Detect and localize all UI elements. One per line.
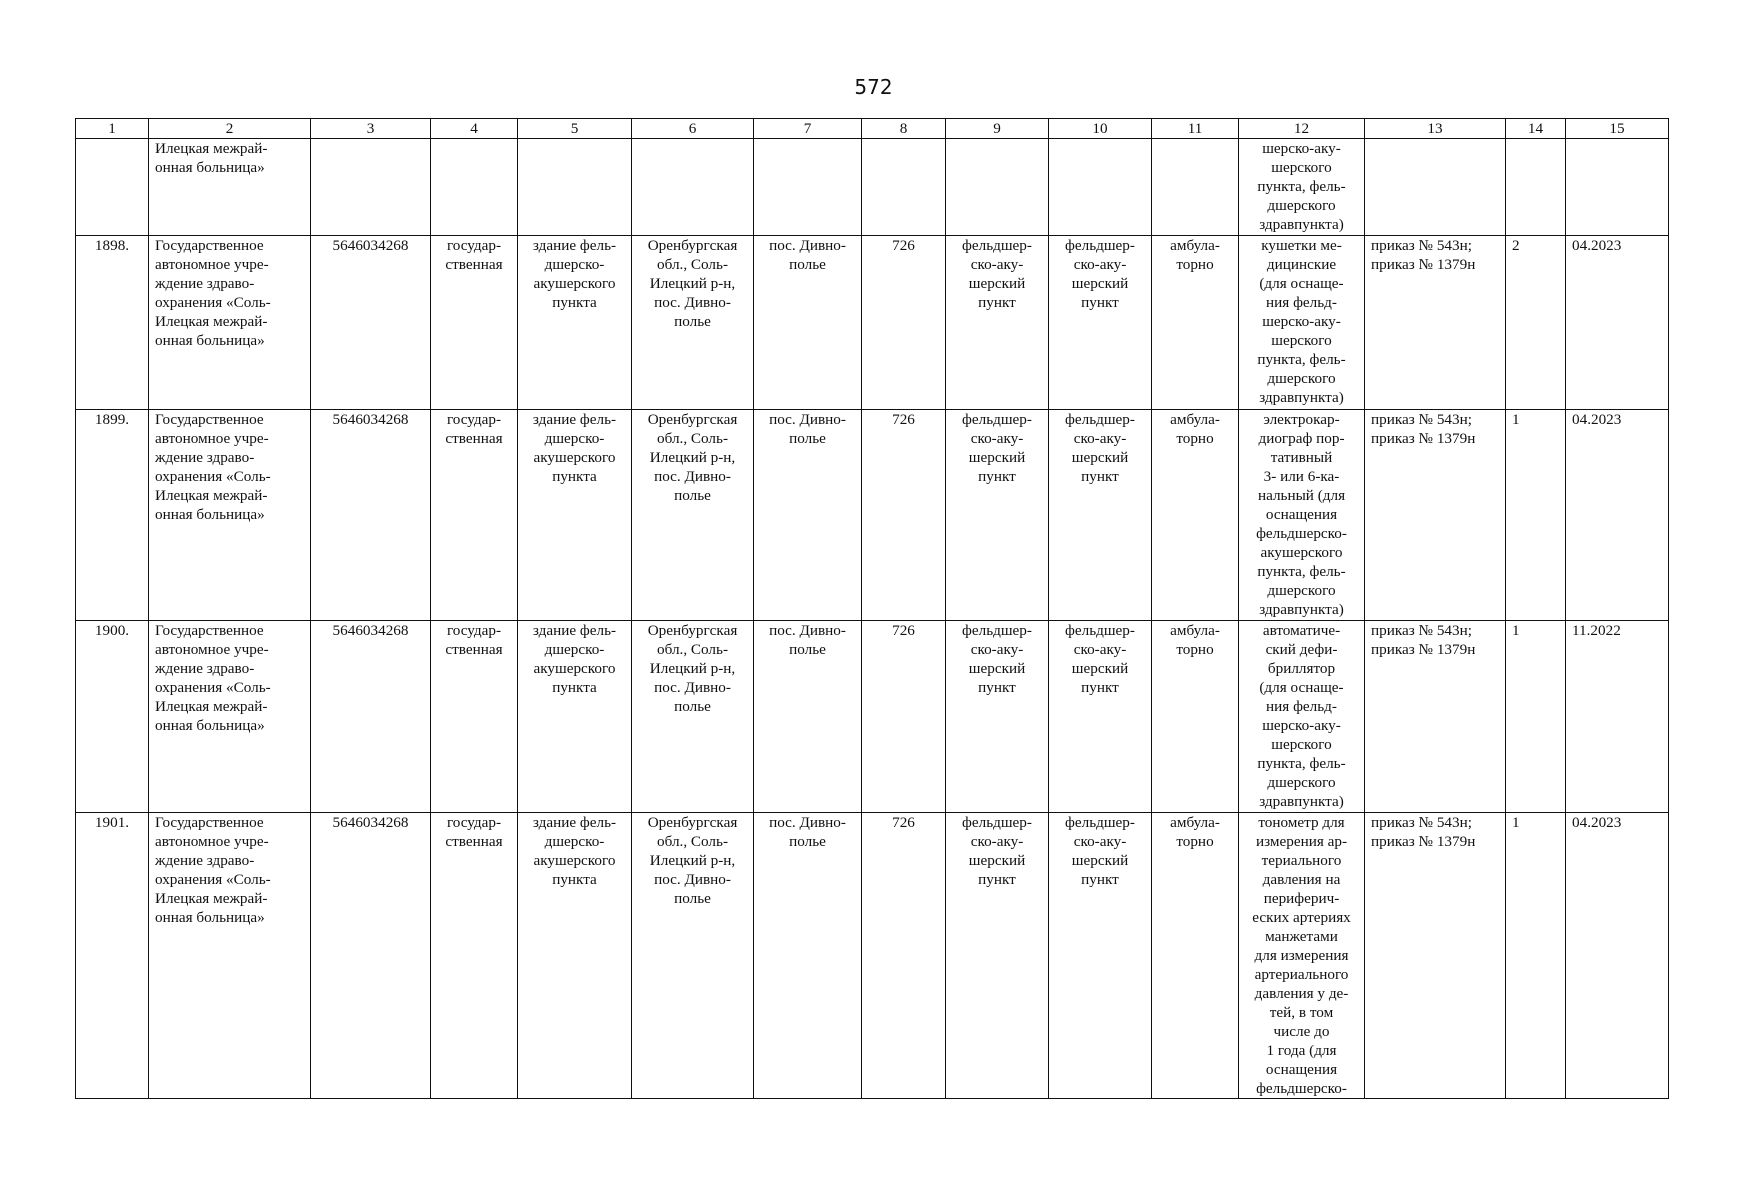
- cell-code: [862, 139, 946, 236]
- cell-locality: пос. Дивно- полье: [754, 621, 862, 813]
- column-number: 1: [76, 119, 149, 139]
- cell-orders: приказ № 543н; приказ № 1379н: [1365, 621, 1506, 813]
- cell-qty: 1: [1506, 410, 1566, 621]
- column-number: 11: [1152, 119, 1239, 139]
- cell-unit-type: фельдшер- ско-аку- шерский пункт: [946, 410, 1049, 621]
- cell-num: 1901.: [76, 813, 149, 1099]
- cell-orders: [1365, 139, 1506, 236]
- column-number: 2: [149, 119, 311, 139]
- cell-org: Государственное автономное учре- ждение здраво- охранения «Соль- Илецкая межрай- онная больница»: [149, 236, 311, 410]
- column-number: 7: [754, 119, 862, 139]
- cell-num: 1898.: [76, 236, 149, 410]
- cell-num: [76, 139, 149, 236]
- cell-orders: приказ № 543н; приказ № 1379н: [1365, 813, 1506, 1099]
- cell-code: 726: [862, 236, 946, 410]
- cell-qty: 1: [1506, 813, 1566, 1099]
- cell-ownership: государ- ственная: [431, 236, 518, 410]
- cell-unit-type: фельдшер- ско-аку- шерский пункт: [946, 236, 1049, 410]
- cell-qty: [1506, 139, 1566, 236]
- cell-building: здание фель- дшерско- акушерского пункта: [518, 236, 632, 410]
- cell-code: 726: [862, 410, 946, 621]
- cell-care: амбула- торно: [1152, 236, 1239, 410]
- cell-inn: 5646034268: [311, 621, 431, 813]
- cell-care: амбула- торно: [1152, 621, 1239, 813]
- cell-equipment: электрокар- диограф пор- тативный 3- или 6-ка- нальный (для оснащения фельдшерско- акушерского пункта, фель- дшерского здравпункта): [1239, 410, 1365, 621]
- cell-unit: [1049, 139, 1152, 236]
- cell-locality: пос. Дивно- полье: [754, 236, 862, 410]
- cell-unit: фельдшер- ско-аку- шерский пункт: [1049, 813, 1152, 1099]
- registry-table: [75, 118, 1669, 1099]
- cell-org: Илецкая межрай- онная больница»: [149, 139, 311, 236]
- cell-inn: 5646034268: [311, 813, 431, 1099]
- table-row: [76, 236, 1669, 410]
- cell-inn: 5646034268: [311, 410, 431, 621]
- cell-unit: фельдшер- ско-аку- шерский пункт: [1049, 236, 1152, 410]
- table-row: [76, 410, 1669, 621]
- cell-equipment: тонометр для измерения ар- териального давления на периферич- еских артериях манжетами для измерения артериального давления у де- тей, в том числе до 1 года (для оснащения фельдшерско-: [1239, 813, 1365, 1099]
- cell-care: [1152, 139, 1239, 236]
- cell-building: здание фель- дшерско- акушерского пункта: [518, 410, 632, 621]
- cell-unit-type: [946, 139, 1049, 236]
- cell-address: Оренбургская обл., Соль- Илецкий р-н, пос. Дивно- полье: [632, 813, 754, 1099]
- cell-org: Государственное автономное учре- ждение здраво- охранения «Соль- Илецкая межрай- онная больница»: [149, 621, 311, 813]
- cell-org: Государственное автономное учре- ждение здраво- охранения «Соль- Илецкая межрай- онная больница»: [149, 410, 311, 621]
- cell-unit-type: фельдшер- ско-аку- шерский пункт: [946, 813, 1049, 1099]
- column-number: 6: [632, 119, 754, 139]
- cell-qty: 2: [1506, 236, 1566, 410]
- column-number: 14: [1506, 119, 1566, 139]
- cell-unit: фельдшер- ско-аку- шерский пункт: [1049, 410, 1152, 621]
- column-number: 4: [431, 119, 518, 139]
- cell-date: 11.2022: [1566, 621, 1669, 813]
- cell-locality: пос. Дивно- полье: [754, 410, 862, 621]
- cell-ownership: государ- ственная: [431, 621, 518, 813]
- cell-date: 04.2023: [1566, 410, 1669, 621]
- cell-building: [518, 139, 632, 236]
- cell-unit-type: фельдшер- ско-аку- шерский пункт: [946, 621, 1049, 813]
- cell-equipment: шерско-аку- шерского пункта, фель- дшерского здравпункта): [1239, 139, 1365, 236]
- cell-date: 04.2023: [1566, 236, 1669, 410]
- table-row: [76, 621, 1669, 813]
- cell-ownership: государ- ственная: [431, 410, 518, 621]
- continuation-row: [76, 139, 1669, 236]
- cell-address: Оренбургская обл., Соль- Илецкий р-н, пос. Дивно- полье: [632, 410, 754, 621]
- cell-ownership: государ- ственная: [431, 813, 518, 1099]
- column-number: 12: [1239, 119, 1365, 139]
- cell-care: амбула- торно: [1152, 410, 1239, 621]
- cell-code: 726: [862, 813, 946, 1099]
- cell-org: Государственное автономное учре- ждение здраво- охранения «Соль- Илецкая межрай- онная больница»: [149, 813, 311, 1099]
- cell-qty: 1: [1506, 621, 1566, 813]
- table-row: [76, 813, 1669, 1099]
- cell-date: [1566, 139, 1669, 236]
- cell-equipment: кушетки ме- дицинские (для оснаще- ния фельд- шерско-аку- шерского пункта, фель- дшерского здравпункта): [1239, 236, 1365, 410]
- cell-date: 04.2023: [1566, 813, 1669, 1099]
- cell-code: 726: [862, 621, 946, 813]
- cell-num: 1899.: [76, 410, 149, 621]
- cell-building: здание фель- дшерско- акушерского пункта: [518, 813, 632, 1099]
- cell-care: амбула- торно: [1152, 813, 1239, 1099]
- cell-orders: приказ № 543н; приказ № 1379н: [1365, 236, 1506, 410]
- column-number: 8: [862, 119, 946, 139]
- column-number-row: [76, 119, 1669, 139]
- cell-building: здание фель- дшерско- акушерского пункта: [518, 621, 632, 813]
- cell-inn: [311, 139, 431, 236]
- column-number: 10: [1049, 119, 1152, 139]
- cell-inn: 5646034268: [311, 236, 431, 410]
- cell-locality: пос. Дивно- полье: [754, 813, 862, 1099]
- cell-equipment: автоматиче- ский дефи- бриллятор (для оснаще- ния фельд- шерско-аку- шерского пункта, фель- дшерского здравпункта): [1239, 621, 1365, 813]
- cell-address: Оренбургская обл., Соль- Илецкий р-н, пос. Дивно- полье: [632, 236, 754, 410]
- cell-unit: фельдшер- ско-аку- шерский пункт: [1049, 621, 1152, 813]
- cell-num: 1900.: [76, 621, 149, 813]
- page-number: 572: [854, 75, 893, 99]
- cell-orders: приказ № 543н; приказ № 1379н: [1365, 410, 1506, 621]
- column-number: 5: [518, 119, 632, 139]
- cell-address: Оренбургская обл., Соль- Илецкий р-н, пос. Дивно- полье: [632, 621, 754, 813]
- column-number: 3: [311, 119, 431, 139]
- cell-address: [632, 139, 754, 236]
- cell-ownership: [431, 139, 518, 236]
- column-number: 9: [946, 119, 1049, 139]
- column-number: 15: [1566, 119, 1669, 139]
- cell-locality: [754, 139, 862, 236]
- column-number: 13: [1365, 119, 1506, 139]
